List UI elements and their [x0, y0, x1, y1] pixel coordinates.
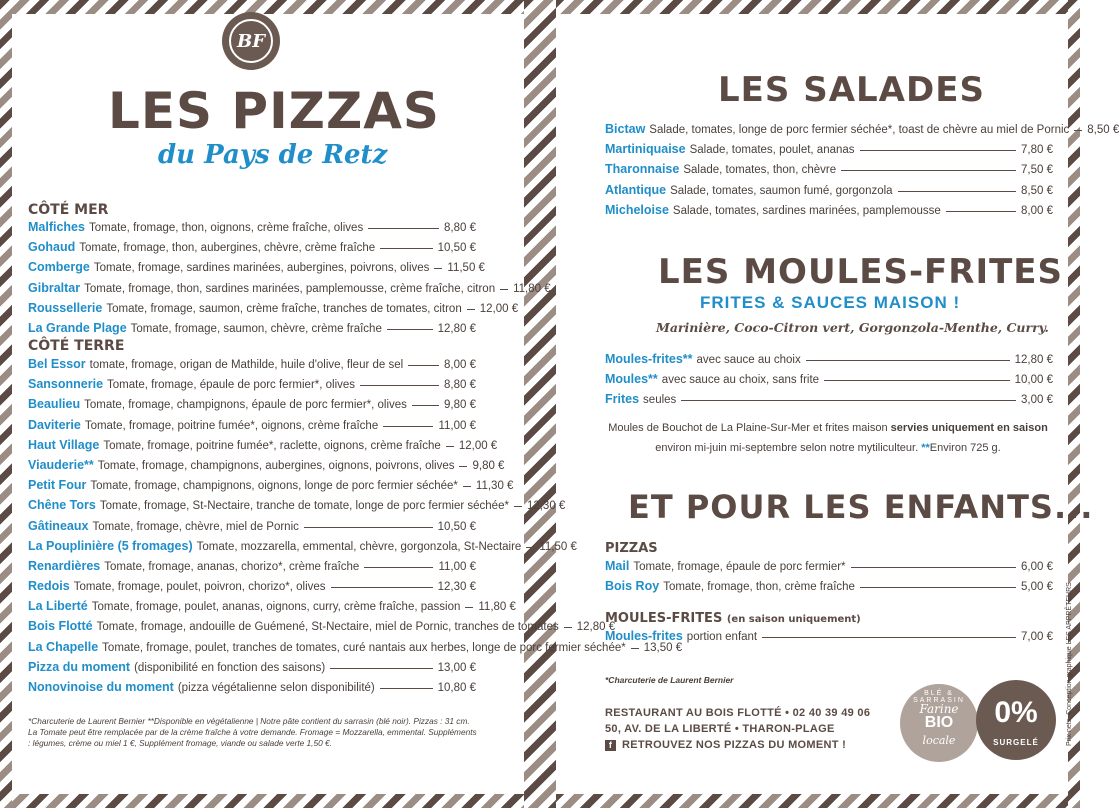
enfants-title: ET POUR LES ENFANTS...	[628, 488, 1094, 526]
menu-item-leader-line	[841, 170, 1016, 171]
facebook-icon: f	[605, 740, 616, 751]
contact-block	[605, 705, 870, 753]
enfants-moules-heading-note: (en saison uniquement)	[726, 614, 861, 625]
menu-item-leader-line	[898, 191, 1016, 192]
moules-note-b: servies uniquement en saison	[890, 422, 1048, 434]
menu-item-price: 11,80 €	[478, 601, 516, 614]
menu-item-name: Petit Four	[28, 478, 87, 493]
menu-item-price: 7,00 €	[1021, 631, 1053, 643]
menu-item-leader-line	[383, 426, 433, 427]
menu-item-name: Tharonnaise	[605, 162, 680, 177]
menu-item-description: Tomate, fromage, sardines marinées, aubergines, poivrons, olives	[93, 262, 430, 275]
charcuterie-note: *Charcuterie de Laurent Bernier	[605, 675, 734, 685]
salades-list	[605, 122, 1119, 223]
menu-item-leader-line	[851, 567, 1016, 568]
pizzas-subtitle: du Pays de Retz	[158, 140, 388, 170]
pizzas-title: LES PIZZAS	[108, 82, 440, 140]
menu-item-price: 7,50 €	[1021, 164, 1053, 177]
menu-item-name: Beaulieu	[28, 397, 81, 412]
menu-item	[605, 579, 1053, 599]
enfants-moules-list	[605, 629, 1053, 649]
menu-item-leader-line	[360, 385, 439, 386]
menu-item	[28, 639, 683, 660]
menu-item-leader-line	[408, 365, 439, 366]
badge-bio-line2: BIO	[924, 714, 954, 731]
menu-item-name: La Grande Plage	[28, 320, 127, 335]
menu-item-description: avec sauce au choix	[696, 354, 801, 366]
menu-item	[605, 629, 1053, 649]
menu-item-leader-line	[463, 486, 471, 487]
vertical-credit	[1066, 582, 1078, 746]
menu-item-name: Pizza du moment	[28, 659, 131, 674]
menu-item-description: Tomate, fromage, thon, sardines marinées, pamplemousse, crème fraîche, citron	[84, 282, 496, 295]
menu-item-price: 11,50 €	[539, 540, 577, 553]
menu-item-price: 10,50 €	[437, 520, 476, 533]
menu-item-name: Micheloise	[605, 202, 669, 217]
menu-item-leader-line	[380, 688, 433, 689]
menu-item	[28, 579, 476, 599]
menu-item-price: 9,80 €	[444, 399, 476, 412]
menu-item-name: Haut Village	[28, 437, 100, 452]
menu-item-leader-line	[526, 547, 534, 548]
menu-item-description: Tomate, fromage, poulet, tranches de tomates, curé nantais aux herbes, longe de porc fermier séchée*	[102, 641, 626, 654]
vertical-credit-text: Prix nets. Conception graphique LES APPRÊTEURS	[1066, 582, 1073, 746]
enfants-moules-heading	[605, 611, 861, 626]
menu-item-description: Tomate, fromage, St-Nectaire, tranche de tomate, longe de porc fermier séchée*	[99, 500, 509, 513]
menu-item-leader-line	[330, 668, 432, 669]
menu-item-description: Tomate, fromage, épaule de porc fermier*, olives	[107, 379, 356, 392]
badge-bio-line1: Farine	[919, 702, 959, 716]
menu-item-name: Malfiches	[28, 220, 85, 234]
menu-item-description: Salade, tomates, longe de porc fermier séchée*, toast de chèvre au miel de Pornic	[649, 124, 1070, 136]
menu-item	[605, 352, 1053, 372]
menu-item	[605, 162, 1053, 182]
menu-item-leader-line	[564, 627, 572, 628]
menu-item	[28, 377, 476, 397]
moules-sauces: Marinière, Coco-Citron vert, Gorgonzola-Menthe, Curry.	[656, 320, 1049, 335]
zero-surgele-badge	[976, 680, 1056, 760]
menu-item	[605, 203, 1053, 223]
contact-street: 50, AV. DE LA LIBERTÉ • THARON-PLAGE	[605, 723, 835, 735]
menu-item-price: 7,80 €	[1021, 144, 1053, 157]
menu-item-name: Gibraltar	[28, 280, 81, 295]
border-stripe-left	[0, 0, 12, 808]
menu-item-price: 11,00 €	[438, 419, 476, 432]
salades-title: LES SALADES	[718, 70, 985, 110]
menu-item-price: 11,00 €	[438, 560, 476, 573]
menu-item	[28, 300, 519, 321]
menu-item-price: 5,00 €	[1021, 581, 1053, 594]
menu-item-price: 8,50 €	[1021, 184, 1053, 197]
menu-item-price: 10,00 €	[1014, 374, 1053, 387]
menu-item	[605, 559, 1053, 579]
logo-text: BF	[229, 19, 273, 63]
menu-item-name: Bictaw	[605, 122, 646, 136]
menu-item-leader-line	[860, 150, 1016, 151]
menu-item-price: 10,80 €	[437, 682, 476, 694]
moules-title: LES MOULES-FRITES	[658, 252, 1064, 292]
menu-item-description: Tomate, fromage, chèvre, miel de Pornic	[92, 520, 299, 533]
menu-item-name: Roussellerie	[28, 300, 103, 315]
menu-item-leader-line	[467, 309, 475, 310]
menu-item-description: Salade, tomates, saumon fumé, gorgonzola	[670, 184, 893, 197]
menu-item	[28, 220, 476, 240]
menu-item-leader-line	[446, 446, 454, 447]
menu-item-name: Gâtineaux	[28, 518, 89, 533]
menu-item-price: 6,00 €	[1021, 561, 1053, 573]
menu-item-leader-line	[946, 211, 1016, 212]
menu-item-name: Mail	[605, 559, 630, 573]
menu-item-leader-line	[459, 466, 467, 467]
enfants-pizzas-list	[605, 559, 1053, 599]
moules-note-c: environ mi-juin mi-septembre selon notre mytiliculteur.	[655, 442, 919, 454]
border-stripe-center	[524, 0, 556, 808]
menu-item-name: La Liberté	[28, 599, 88, 614]
menu-item-price: 8,80 €	[444, 379, 476, 392]
menu-item-leader-line	[824, 380, 1010, 381]
menu-item-price: 13,00 €	[437, 661, 476, 674]
menu-item-name: Frites	[605, 392, 640, 407]
menu-item	[28, 498, 566, 518]
menu-item-description: Tomate, mozzarella, emmental, chèvre, gorgonzola, St-Nectaire	[196, 540, 522, 553]
menu-item-name: Atlantique	[605, 182, 667, 197]
menu-item-price: 13,50 €	[643, 641, 683, 654]
menu-item	[28, 418, 476, 438]
menu-item	[605, 372, 1053, 392]
menu-item	[28, 357, 476, 377]
menu-item-description: Tomate, fromage, poulet, poivron, chorizo*, olives	[73, 581, 326, 594]
contact-facebook-text: RETROUVEZ NOS PIZZAS DU MOMENT !	[622, 739, 847, 751]
menu-item-price: 12,30 €	[437, 581, 476, 594]
badge-bio-line3: locale	[922, 734, 956, 747]
menu-item-price: 10,50 €	[437, 242, 476, 255]
moules-note-a: Moules de Bouchot de La Plaine-Sur-Mer et frites maison	[608, 422, 888, 434]
contact-address-phone: RESTAURANT AU BOIS FLOTTÉ • 02 40 39 49 06	[605, 707, 871, 719]
menu-item	[605, 142, 1053, 162]
menu-item-leader-line	[1074, 130, 1082, 131]
menu-item-price: 9,80 €	[472, 459, 505, 472]
menu-item	[605, 392, 1053, 412]
menu-item-leader-line	[465, 607, 473, 608]
menu-item	[28, 519, 476, 539]
menu-item-price: 11,30 €	[475, 480, 514, 493]
menu-item-price: 8,00 €	[1021, 204, 1053, 217]
menu-item-leader-line	[368, 228, 439, 229]
moules-note-e: Environ 725 g.	[929, 442, 1001, 454]
menu-item-name: Daviterie	[28, 417, 81, 432]
menu-item	[28, 260, 485, 280]
menu-item-description: Salade, tomates, sardines marinées, pamplemousse	[672, 204, 941, 217]
menu-item-price: 12,80 €	[437, 322, 476, 335]
menu-item-price: 12,00 €	[479, 302, 519, 315]
menu-item-leader-line	[806, 360, 1010, 361]
menu-item-name: Bel Essor	[28, 357, 86, 371]
menu-item-description: tomate, fromage, origan de Mathilde, huile d'olive, fleur de sel	[89, 359, 404, 371]
menu-item-leader-line	[434, 268, 442, 269]
menu-item-description: seules	[643, 394, 677, 407]
cote-terre-heading: CÔTÉ TERRE	[28, 338, 125, 354]
menu-item-description: (pizza végétalienne selon disponibilité)	[177, 682, 375, 694]
menu-item-description: Tomate, fromage, champignons, aubergines, oignons, poivrons, olives	[97, 459, 455, 472]
badge-zero-label: SURGELÉ	[993, 738, 1039, 747]
menu-item-leader-line	[762, 637, 1016, 638]
menu-item-leader-line	[331, 587, 433, 588]
enfants-moules-heading-text: MOULES-FRITES	[605, 611, 723, 626]
menu-item-description: Tomate, fromage, champignons, oignons, longe de porc fermier séchée*	[90, 480, 458, 493]
cote-mer-heading: CÔTÉ MER	[28, 202, 109, 218]
menu-item-description: Tomate, fromage, andouille de Guémené, St-Nectaire, miel de Pornic, tranches de tomates	[96, 621, 559, 634]
badge-zero-percent: 0%	[994, 696, 1038, 729]
menu-item-description: Tomate, fromage, thon, oignons, crème fraîche, olives	[88, 222, 364, 234]
moules-note	[600, 418, 1056, 458]
menu-item-name: Comberge	[28, 260, 90, 275]
menu-item	[28, 478, 514, 498]
menu-item-price: 12,00 €	[458, 439, 498, 452]
menu-item-description: portion enfant	[686, 631, 758, 643]
menu-item-leader-line	[681, 400, 1016, 401]
contact-facebook-line[interactable]	[605, 737, 870, 753]
enfants-pizzas-heading: PIZZAS	[605, 541, 658, 556]
menu-item-name: Chêne Tors	[28, 498, 96, 513]
menu-item-description: Tomate, fromage, saumon, crème fraîche, tranches de tomates, citron	[106, 302, 462, 315]
menu-item	[605, 183, 1053, 203]
menu-item-name: Redois	[28, 579, 70, 594]
menu-item-leader-line	[514, 506, 522, 507]
menu-item-description: Salade, tomates, thon, chèvre	[683, 164, 837, 177]
menu-item	[28, 619, 616, 639]
menu-item-description: Tomate, fromage, thon, aubergines, chèvre, crème fraîche	[79, 242, 376, 255]
menu-item	[28, 457, 505, 478]
menu-item-description: Salade, tomates, poulet, ananas	[689, 144, 855, 157]
moules-subtitle: FRITES & SAUCES MAISON !	[700, 293, 961, 312]
menu-item-description: Tomate, fromage, épaule de porc fermier*	[633, 561, 846, 573]
menu-item-leader-line	[500, 289, 508, 290]
menu-item-price: 8,80 €	[444, 222, 476, 234]
menu-item-description: Tomate, fromage, poitrine fumée*, raclette, oignons, crème fraîche	[103, 439, 441, 452]
cote-mer-list	[28, 220, 551, 341]
farine-bio-badge	[900, 684, 978, 762]
menu-item	[28, 397, 476, 417]
menu-item-name: Moules-frites	[605, 629, 683, 643]
menu-item-name: Martiniquaise	[605, 142, 686, 157]
menu-item-price: 8,50 €	[1087, 124, 1119, 136]
menu-item-price: 11,50 €	[447, 262, 485, 275]
menu-item-price: 11,80 €	[513, 282, 551, 295]
menu-item-name: Moules**	[605, 372, 658, 387]
menu-item-name: La Pouplinière (5 fromages)	[28, 538, 193, 553]
restaurant-logo	[222, 12, 280, 70]
menu-item-price: 12,30 €	[526, 500, 566, 513]
badge-bio-arc: BLÉ & SARRASIN	[913, 690, 965, 704]
menu-item-name: Bois Flotté	[28, 619, 93, 634]
menu-item-description: Tomate, fromage, champignons, épaule de porc fermier*, olives	[84, 399, 407, 412]
pizzas-footnote: *Charcuterie de Laurent Bernier **Disponible en végétalienne | Notre pâte contient du sarrasin (blé noir). Pizzas : 31 cm. La Tomate peut être remplacée par de la crème fraîche à votre demande. Fromage = Mozzarella, emmental. Suppléments : légumes, crème ou miel 1 €, Supplément fromage, viande ou salade verte 1,50 €.	[28, 716, 477, 748]
menu-item-name: Sansonnerie	[28, 377, 104, 392]
menu-item-price: 12,80 €	[576, 621, 616, 634]
menu-item-leader-line	[380, 248, 432, 249]
menu-item	[28, 437, 498, 458]
menu-item-name: Nonovinoise du moment	[28, 680, 174, 694]
menu-item	[28, 680, 476, 700]
menu-item-name: Renardières	[28, 558, 101, 573]
menu-item-name: Gohaud	[28, 240, 76, 255]
menu-item-name: Bois Roy	[605, 579, 660, 594]
menu-item-description: (disponibilité en fonction des saisons)	[134, 661, 326, 674]
menu-item-description: Tomate, fromage, poitrine fumée*, oignons, crème fraîche	[84, 419, 379, 432]
menu-item	[28, 538, 577, 559]
menu-item-description: Tomate, fromage, ananas, chorizo*, crème fraîche	[104, 560, 360, 573]
menu-item-price: 3,00 €	[1021, 394, 1053, 407]
menu-item-name: La Chapelle	[28, 639, 99, 654]
menu-item-leader-line	[387, 329, 433, 330]
moules-list	[605, 352, 1053, 413]
menu-item-description: Tomate, fromage, thon, crème fraîche	[663, 581, 855, 594]
menu-item-description: Tomate, fromage, poulet, ananas, oignons, curry, crème fraîche, passion	[91, 601, 461, 614]
menu-item	[28, 240, 476, 260]
menu-item	[28, 660, 476, 680]
menu-item-price: 8,00 €	[444, 359, 476, 371]
menu-item-price: 12,80 €	[1014, 354, 1053, 366]
menu-item-leader-line	[412, 405, 439, 406]
menu-item-name: Viauderie**	[28, 457, 94, 472]
menu-item	[28, 559, 476, 579]
menu-item-description: Tomate, fromage, saumon, chèvre, crème fraîche	[130, 322, 382, 335]
menu-item	[28, 599, 516, 619]
menu-item	[28, 280, 551, 301]
menu-item-description: avec sauce au choix, sans frite	[661, 374, 820, 387]
menu-item-leader-line	[304, 527, 433, 528]
menu-item	[605, 122, 1119, 142]
moules-note-d: **	[921, 442, 930, 454]
menu-item-leader-line	[860, 587, 1016, 588]
menu-item-name: Moules-frites**	[605, 352, 693, 366]
menu-item-leader-line	[364, 567, 433, 568]
